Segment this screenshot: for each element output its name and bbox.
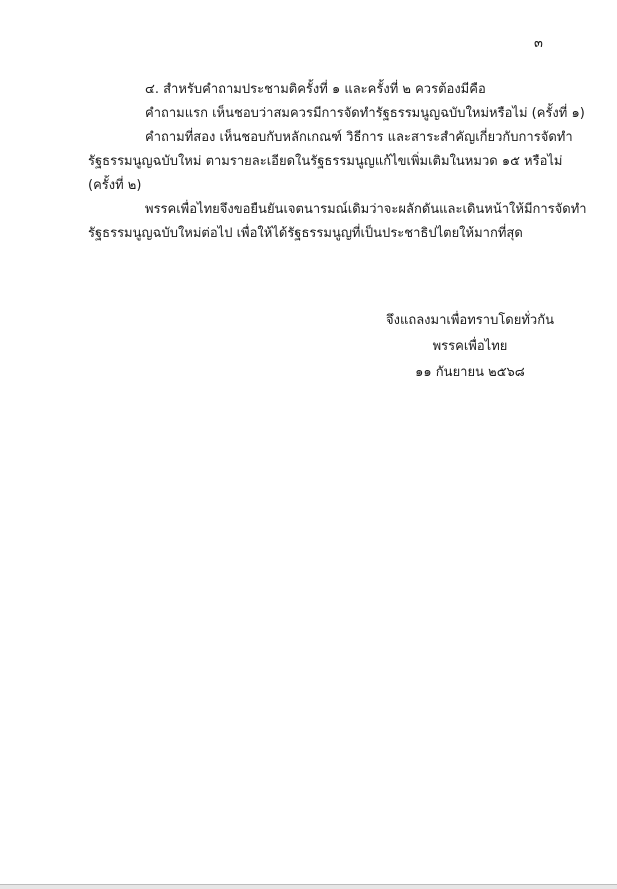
- page-bottom-edge: [0, 884, 617, 889]
- first-question-line: คำถามแรก เห็นชอบว่าสมควรมีการจัดทำรัฐธรรมนูญฉบับใหม่หรือไม่ (ครั้งที่ ๑): [145, 106, 585, 121]
- closing-statement: จึงแถลงมาเพื่อทราบโดยทั่วกัน: [386, 313, 554, 328]
- statement-date: ๑๑ กันยายน ๒๕๖๘: [415, 365, 525, 380]
- party-stance-line-2: รัฐธรรมนูญฉบับใหม่ต่อไป เพื่อให้ได้รัฐธรรมนูญที่เป็นประชาธิปไตยให้มากที่สุด: [88, 226, 523, 241]
- party-name: พรรคเพื่อไทย: [432, 339, 508, 354]
- second-question-line-2: รัฐธรรมนูญฉบับใหม่ ตามรายละเอียดในรัฐธรรมนูญแก้ไขเพิ่มเติมในหมวด ๑๕ หรือไม่: [88, 154, 563, 169]
- item-4-heading: ๔. สำหรับคำถามประชามติครั้งที่ ๑ และครั้งที่ ๒ ควรต้องมีคือ: [145, 82, 486, 97]
- signature-block: [370, 308, 570, 386]
- party-stance-line-1: พรรคเพื่อไทยจึงขอยืนยันเจตนารมณ์เดิมว่าจะผลักดันและเดินหน้าให้มีการจัดทำ: [145, 202, 587, 217]
- page-number: ๓: [534, 36, 543, 51]
- second-question-line-3: (ครั้งที่ ๒): [88, 178, 142, 193]
- statement-body: [88, 78, 587, 246]
- second-question-line-1: คำถามที่สอง เห็นชอบกับหลักเกณฑ์ วิธีการ และสาระสำคัญเกี่ยวกับการจัดทำ: [145, 130, 573, 145]
